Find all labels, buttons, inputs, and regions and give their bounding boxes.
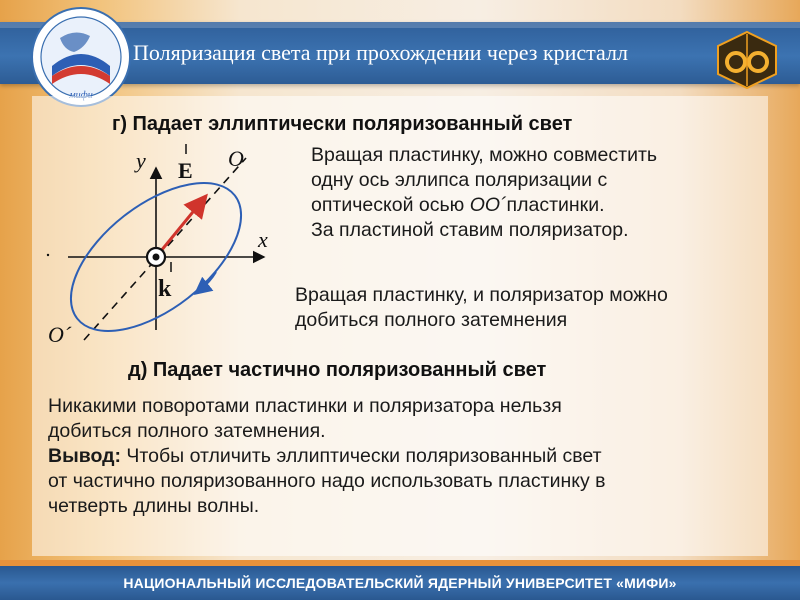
text-line: Вращая пластинку, и поляризатор можно [295, 284, 668, 306]
text-line: Никакими поворотами пластинки и поляризатора нельзя [48, 395, 562, 417]
polarization-ellipse-diagram [40, 140, 300, 360]
x-axis-label: x [258, 227, 268, 252]
o-label: O [228, 146, 244, 171]
text-line: четверть длины волны. [48, 495, 260, 517]
conclusion-label: Вывод: [48, 445, 121, 467]
text-line: от частично поляризованного надо использовать пластинку в [48, 470, 606, 492]
text-line: оптической осью OO´пластинки. [311, 194, 605, 216]
e-vector-label: E [178, 158, 193, 183]
text-line: За пластиной ставим поляризатор. [311, 219, 629, 241]
text-line: добиться полного затемнения [295, 309, 568, 331]
mephi-seal-logo [30, 6, 132, 108]
page-title: Поляризация света при прохождении через кристалл [133, 40, 628, 65]
text-line: Вращая пластинку, можно совместить [311, 144, 658, 166]
section-g-heading: г) Падает эллиптически поляризованный свет [112, 113, 573, 135]
o-prime-label: O´ [48, 322, 72, 347]
section-g-paragraph-1 [311, 143, 771, 243]
optical-axis-label: OO´ [469, 194, 507, 216]
text-line: Вывод: Чтобы отличить эллиптически поляризованный свет [48, 445, 602, 467]
text-line: добиться полного затемнения. [48, 420, 326, 442]
e-vector-arrow [156, 196, 206, 257]
y-axis-label: y [136, 148, 146, 173]
section-d-paragraph [48, 394, 778, 519]
k-vector-label: k [158, 276, 172, 302]
section-g-paragraph-2 [295, 283, 775, 333]
section-d-heading: д) Падает частично поляризованный свет [128, 359, 547, 381]
cube-logo [714, 30, 780, 90]
text-line: одну ось эллипса поляризации с [311, 169, 608, 191]
footer-university-name: НАЦИОНАЛЬНЫЙ ИССЛЕДОВАТЕЛЬСКИЙ ЯДЕРНЫЙ УНИВЕРСИТЕТ «МИФИ» [123, 575, 677, 591]
